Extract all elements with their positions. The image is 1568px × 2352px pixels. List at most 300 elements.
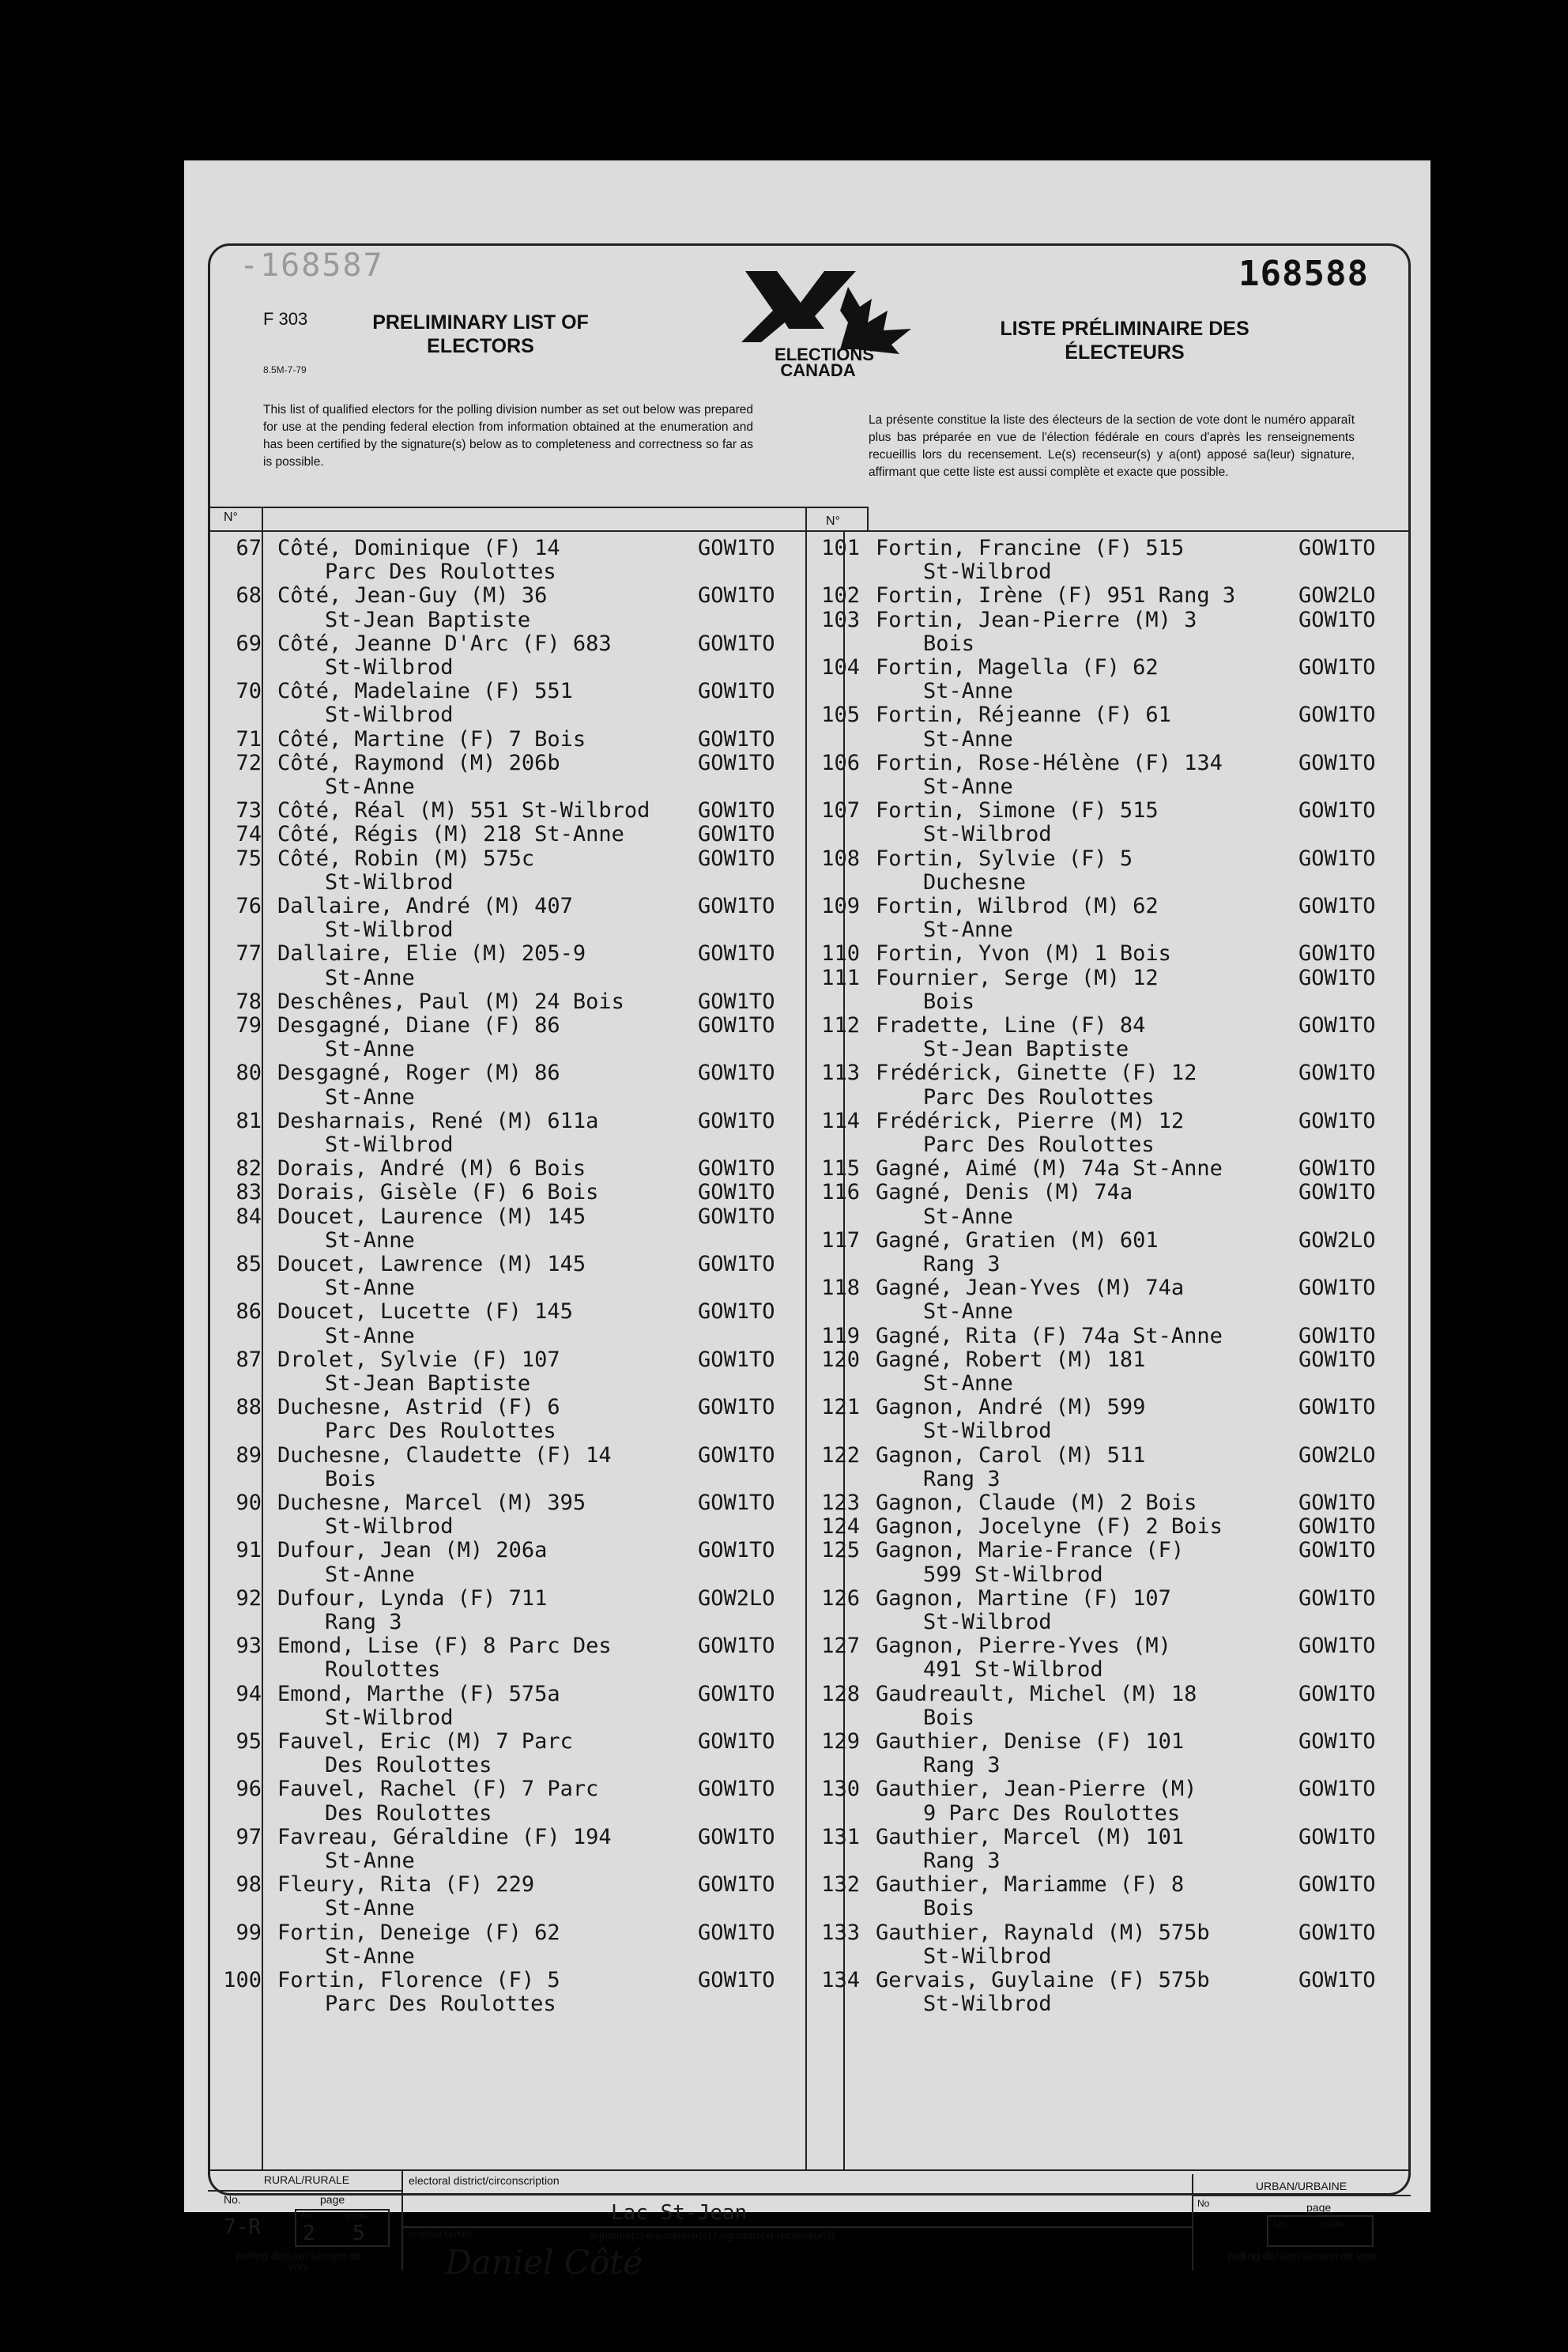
polling-division-label-left: polling division section de vote (236, 2249, 362, 2273)
elector-name: Dorais, Gisèle (F) 6 Bois (277, 1180, 599, 1205)
elector-row (206, 1634, 808, 1657)
elector-row (206, 846, 808, 870)
elector-address-continued: St-Wilbrod (923, 560, 1052, 585)
postal-code: GOW1TO (698, 894, 775, 918)
postal-code: GOW1TO (698, 1491, 775, 1515)
postal-code: GOW1TO (698, 1920, 775, 1945)
elector-row (206, 989, 808, 1013)
elector-number: 115 (821, 1156, 860, 1182)
elector-number: 69 (236, 631, 262, 656)
postal-code: GOW1TO (698, 750, 775, 775)
serial-number-ghost: -168587 (239, 247, 384, 284)
elector-name: Gagnon, Martine (F) 107 (876, 1585, 1171, 1611)
elector-name: Fortin, Florence (F) 5 (277, 1968, 560, 1992)
elector-name: Frédérick, Pierre (M) 12 (876, 1108, 1185, 1133)
elector-number: 93 (236, 1634, 262, 1659)
elector-number: 89 (236, 1442, 262, 1468)
elector-row (206, 1109, 808, 1133)
elector-number: 124 (821, 1514, 860, 1540)
elector-row (805, 1395, 1409, 1419)
page-of-label: of/de (346, 2211, 368, 2222)
elector-number: 108 (821, 846, 860, 871)
elector-row (206, 1729, 808, 1753)
elector-address-continued: St-Anne (923, 1371, 1013, 1396)
elections-canada-logo (729, 267, 919, 378)
elector-name: Emond, Marthe (F) 575a (277, 1681, 560, 1706)
elector-number: 130 (821, 1777, 860, 1802)
elector-number: 123 (821, 1491, 860, 1515)
elector-name: Fleury, Rita (F) 229 (277, 1872, 535, 1898)
elector-row (805, 1491, 1409, 1514)
elector-name: Dallaire, André (M) 407 (277, 894, 573, 918)
postal-code: GOW1TO (1298, 1514, 1376, 1540)
postal-code: GOW1TO (698, 726, 775, 752)
elector-name: Fortin, Irène (F) 951 Rang 3 (876, 583, 1236, 609)
postal-code: GOW1TO (698, 1204, 775, 1229)
elector-row (206, 1538, 808, 1562)
elector-number: 68 (236, 583, 262, 609)
postal-code: GOW1TO (1298, 1585, 1376, 1611)
postal-code: GOW1TO (1298, 894, 1376, 918)
elector-row (805, 1443, 1409, 1467)
elector-row (805, 536, 1409, 560)
elector-number: 131 (821, 1824, 860, 1849)
polling-division-label-right: polling division section de vote (1227, 2249, 1378, 2262)
form-number: F 303 (263, 309, 308, 329)
elector-row (805, 941, 1409, 965)
elector-row (805, 1586, 1409, 1610)
elector-row (805, 1682, 1409, 1706)
elector-row (805, 1920, 1409, 1944)
postal-code: GOW1TO (1298, 1491, 1376, 1515)
postal-code: GOW1TO (1298, 1013, 1376, 1038)
elector-address-continued: St-Wilbrod (923, 1610, 1052, 1634)
footer-urban-rule (1192, 2195, 1411, 2196)
elector-name: Desharnais, René (M) 611a (277, 1108, 599, 1133)
postal-code: GOW1TO (698, 1634, 775, 1659)
elector-name: Côté, Jeanne D'Arc (F) 683 (277, 631, 612, 656)
elector-address-continued: St-Anne (325, 775, 415, 799)
elector-address-continued: St-Wilbrod (923, 822, 1052, 847)
elector-number: 113 (821, 1061, 860, 1086)
elector-address-continued: St-Anne (923, 918, 1013, 943)
elector-number: 126 (821, 1585, 860, 1611)
elector-name: Côté, Martine (F) 7 Bois (277, 726, 586, 752)
elector-number: 109 (821, 894, 860, 918)
postal-code: GOW1TO (1298, 703, 1376, 728)
postal-code: GOW1TO (698, 798, 775, 824)
postal-code: GOW2LO (1298, 583, 1376, 609)
elector-name: Côté, Dominique (F) 14 (277, 536, 560, 560)
postal-code: GOW1TO (698, 846, 775, 871)
elector-name: Fournier, Serge (M) 12 (876, 965, 1159, 990)
elector-name: Gagnon, Jocelyne (F) 2 Bois (876, 1514, 1223, 1540)
elector-row (805, 1634, 1409, 1657)
elector-row (805, 751, 1409, 775)
no-label: No. (224, 2193, 241, 2206)
elector-row (206, 1013, 808, 1037)
elector-address-continued: St-Anne (923, 775, 1013, 799)
elector-address-continued: St-Jean Baptiste (325, 1371, 531, 1396)
elector-number: 120 (821, 1347, 860, 1372)
document-sheet (184, 160, 1430, 2282)
elector-row (206, 1180, 808, 1204)
postal-code: GOW1TO (1298, 965, 1376, 990)
elector-number: 132 (821, 1872, 860, 1898)
elector-row (206, 1872, 808, 1896)
elector-number: 78 (236, 989, 262, 1014)
postal-code: GOW1TO (1298, 1156, 1376, 1182)
district-rule (401, 2226, 1192, 2228)
serial-number: 168588 (1238, 254, 1369, 294)
elector-address-continued: Rang 3 (325, 1610, 402, 1634)
postal-code: GOW1TO (1298, 1777, 1376, 1802)
elector-number: 118 (821, 1276, 860, 1301)
elector-address-continued: St-Anne (325, 1896, 415, 1921)
postal-code: GOW1TO (1298, 1395, 1376, 1420)
table-header-top-rule (208, 507, 820, 508)
postal-code: GOW2LO (1298, 1442, 1376, 1468)
elector-number: 119 (821, 1323, 860, 1348)
elector-row (805, 1538, 1409, 1562)
elector-name: Fortin, Sylvie (F) 5 (876, 846, 1133, 871)
elector-row (206, 1586, 808, 1610)
postal-code: GOW1TO (698, 1395, 775, 1420)
elector-name: Gauthier, Denise (F) 101 (876, 1729, 1185, 1754)
title-french: LISTE PRÉLIMINAIRE DES ÉLECTEURS (1000, 318, 1250, 364)
elector-number: 95 (236, 1729, 262, 1754)
elector-number: 101 (821, 536, 860, 560)
elector-address-continued: Parc Des Roulottes (325, 1992, 556, 2017)
postal-code: GOW1TO (698, 536, 775, 560)
elector-number: 116 (821, 1180, 860, 1205)
elector-address-continued: St-Anne (923, 1299, 1013, 1325)
right-number-header: N° (826, 514, 840, 528)
elector-row (805, 1777, 1409, 1800)
elector-name: Doucet, Laurence (M) 145 (277, 1204, 586, 1229)
elector-number: 83 (236, 1180, 262, 1205)
postal-code: GOW1TO (1298, 1347, 1376, 1372)
elector-name: Dallaire, Elie (M) 205-9 (277, 941, 586, 967)
urban-page-no-label: No (1273, 2218, 1286, 2230)
elector-number: 71 (236, 726, 262, 752)
elector-name: Gagné, Jean-Yves (M) 74a (876, 1276, 1185, 1301)
elector-name: Fauvel, Eric (M) 7 Parc (277, 1729, 573, 1754)
postal-code: GOW2LO (698, 1585, 775, 1611)
elector-number: 76 (236, 894, 262, 918)
postal-code: GOW1TO (1298, 846, 1376, 871)
postal-code: GOW1TO (1298, 1180, 1376, 1205)
elector-name: Dorais, André (M) 6 Bois (277, 1156, 586, 1182)
postal-code: GOW1TO (1298, 1323, 1376, 1348)
enumerator-signature: Daniel Côté (445, 2243, 643, 2282)
elector-row (206, 1204, 808, 1228)
elector-address-continued: Parc Des Roulottes (923, 1133, 1155, 1157)
elector-number: 70 (236, 679, 262, 704)
elector-row (206, 631, 808, 655)
postal-code: GOW1TO (698, 1252, 775, 1276)
elector-row (805, 1156, 1409, 1180)
elector-number: 129 (821, 1729, 860, 1754)
elector-address-continued: St-Wilbrod (923, 1992, 1052, 2017)
elector-number: 96 (236, 1777, 262, 1802)
postal-code: GOW1TO (698, 1872, 775, 1898)
postal-code: GOW2LO (1298, 1227, 1376, 1253)
elector-number: 87 (236, 1347, 262, 1372)
elector-name: Fortin, Yvon (M) 1 Bois (876, 941, 1171, 967)
elector-address-continued: St-Wilbrod (923, 1419, 1052, 1444)
elector-address-continued: St-Jean Baptiste (325, 607, 531, 632)
elector-address-continued: 9 Parc Des Roulottes (923, 1800, 1181, 1826)
right-header-box (805, 507, 869, 532)
elector-name: Gauthier, Marcel (M) 101 (876, 1824, 1185, 1849)
elector-row (805, 798, 1409, 822)
elector-row (805, 1514, 1409, 1538)
elector-number: 134 (821, 1968, 860, 1992)
elector-row (206, 1920, 808, 1944)
elector-name: Dufour, Jean (M) 206a (277, 1538, 548, 1563)
elector-row (805, 1348, 1409, 1371)
elector-address-continued: Parc Des Roulottes (923, 1084, 1155, 1110)
elector-row (206, 1491, 808, 1514)
elector-number: 94 (236, 1681, 262, 1706)
elector-row (805, 655, 1409, 679)
elector-name: Fortin, Rose-Hélène (F) 134 (876, 750, 1223, 775)
elector-row (206, 1443, 808, 1467)
elector-address-continued: Roulottes (325, 1657, 441, 1683)
elector-name: Gaudreault, Michel (M) 18 (876, 1681, 1197, 1706)
elector-address-continued: Des Roulottes (325, 1753, 492, 1778)
elector-number: 125 (821, 1538, 860, 1563)
elector-name: Fortin, Magella (F) 62 (876, 655, 1159, 680)
postal-code: GOW1TO (698, 1013, 775, 1038)
postal-code: GOW1TO (698, 1061, 775, 1086)
elector-number: 128 (821, 1681, 860, 1706)
postal-code: GOW1TO (1298, 1108, 1376, 1133)
elector-name: Gagné, Robert (M) 181 (876, 1347, 1146, 1372)
elector-name: Gagnon, Marie-France (F) (876, 1538, 1185, 1563)
footer-rural-rule (208, 2190, 401, 2192)
elector-address-continued: Rang 3 (923, 1753, 1001, 1778)
elector-number: 91 (236, 1538, 262, 1563)
elector-name: Gagnon, Claude (M) 2 Bois (876, 1491, 1197, 1515)
postal-code: GOW1TO (698, 1729, 775, 1754)
postal-code: GOW1TO (1298, 1824, 1376, 1849)
elector-row (805, 703, 1409, 726)
postal-code: GOW1TO (1298, 941, 1376, 967)
postal-code: GOW1TO (1298, 1634, 1376, 1659)
elector-name: Gagné, Denis (M) 74a (876, 1180, 1133, 1205)
elector-name: Côté, Robin (M) 575c (277, 846, 535, 871)
elector-row (206, 1299, 808, 1323)
elector-address-continued: St-Anne (325, 1227, 415, 1253)
elector-row (206, 822, 808, 846)
svg-text:ELECTIONS: ELECTIONS (775, 345, 874, 364)
elector-address-continued: Rang 3 (923, 1466, 1001, 1491)
elector-name: Drolet, Sylvie (F) 107 (277, 1347, 560, 1372)
elector-row (805, 1729, 1409, 1753)
elector-address-continued: St-Wilbrod (325, 1133, 454, 1157)
elector-number: 90 (236, 1491, 262, 1515)
elector-address-continued: Parc Des Roulottes (325, 560, 556, 585)
postal-code: GOW1TO (698, 1681, 775, 1706)
page-number: 2 (303, 2222, 315, 2245)
elector-address-continued: Bois (923, 989, 975, 1014)
elector-name: Gagné, Aimé (M) 74a St-Anne (876, 1156, 1223, 1182)
elector-row (206, 536, 808, 560)
elector-number: 88 (236, 1395, 262, 1420)
elector-name: Fortin, Francine (F) 515 (876, 536, 1185, 560)
postal-code: GOW1TO (1298, 1681, 1376, 1706)
postal-code: GOW1TO (698, 941, 775, 967)
electoral-district: Lac St-Jean (611, 2201, 748, 2225)
elector-name: Doucet, Lawrence (M) 145 (277, 1252, 586, 1276)
elector-number: 110 (821, 941, 860, 967)
postal-code: GOW1TO (1298, 750, 1376, 775)
page-no-label: No (301, 2211, 314, 2222)
postal-code: GOW1TO (1298, 1538, 1376, 1563)
elector-name: Frédérick, Ginette (F) 12 (876, 1061, 1197, 1086)
postal-code: GOW1TO (1298, 1276, 1376, 1301)
urban-no-label: No (1197, 2198, 1210, 2209)
elector-address-continued: St-Wilbrod (923, 1943, 1052, 1969)
elector-address-continued: St-Jean Baptiste (923, 1037, 1129, 1062)
elector-name: Fauvel, Rachel (F) 7 Parc (277, 1777, 599, 1802)
elector-name: Gagné, Rita (F) 74a St-Anne (876, 1323, 1223, 1348)
elector-name: Gauthier, Jean-Pierre (M) (876, 1777, 1197, 1802)
elector-name: Desgagné, Diane (F) 86 (277, 1013, 560, 1038)
postal-code: GOW1TO (698, 1347, 775, 1372)
elector-name: Fortin, Simone (F) 515 (876, 798, 1159, 824)
postal-code: GOW1TO (1298, 1920, 1376, 1945)
elector-name: Fortin, Deneige (F) 62 (277, 1920, 560, 1945)
elector-number: 82 (236, 1156, 262, 1182)
district-label: electoral district/circonscription (409, 2174, 560, 2187)
elector-address-continued: Bois (923, 1896, 975, 1921)
elector-name: Fortin, Réjeanne (F) 61 (876, 703, 1171, 728)
elector-row (805, 1013, 1409, 1037)
elector-number: 79 (236, 1013, 262, 1038)
title-english: PRELIMINARY LIST OF ELECTORS (372, 311, 589, 357)
elector-number: 74 (236, 822, 262, 847)
elector-name: Gauthier, Raynald (M) 575b (876, 1920, 1210, 1945)
elector-name: Duchesne, Claudette (F) 14 (277, 1442, 612, 1468)
elector-address-continued: St-Wilbrod (325, 655, 454, 680)
postal-code: GOW1TO (698, 1968, 775, 1992)
elector-name: Fortin, Wilbrod (M) 62 (876, 894, 1159, 918)
elector-address-continued: St-Anne (923, 679, 1013, 704)
elector-row (206, 1968, 808, 1992)
postal-code: GOW1TO (698, 1156, 775, 1182)
elector-row (805, 846, 1409, 870)
elector-name: Deschênes, Paul (M) 24 Bois (277, 989, 624, 1014)
elector-row (206, 679, 808, 703)
postal-code: GOW1TO (1298, 1872, 1376, 1898)
elector-number: 106 (821, 750, 860, 775)
elector-row (805, 1061, 1409, 1084)
elector-name: Gagnon, Carol (M) 511 (876, 1442, 1146, 1468)
postal-code: GOW1TO (698, 679, 775, 704)
postal-code: GOW1TO (698, 1180, 775, 1205)
elector-row (805, 608, 1409, 631)
intro-english: This list of qualified electors for the polling division number as set out below was prepared for use at the pending federal election from information obtained at the enumeration and has been certified by the signature(s) below as to completeness and correctness so far as is possible. (263, 403, 753, 469)
intro-french: La présente constitue la liste des électeurs de la section de vote dont le numéro apparaît plus bas préparée en vue de l'élection fédérale en cours d'après les renseignements recueillis lors du recensement. Le(s) recenseur(s) y a(ont) apposé sa(leur) signature, affirmant que cette liste est aussi complète et exacte que possible. (869, 413, 1355, 479)
postal-code: GOW1TO (698, 822, 775, 847)
elector-name: Gervais, Guylaine (F) 575b (876, 1968, 1210, 1992)
elector-number: 111 (821, 965, 860, 990)
elector-address-continued: St-Anne (325, 1849, 415, 1873)
elector-row (206, 1395, 808, 1419)
elector-name: Doucet, Lucette (F) 145 (277, 1299, 573, 1325)
form-code: 8.5M-7-79 (263, 364, 307, 375)
elector-address-continued: Rang 3 (923, 1849, 1001, 1873)
poll-number: 7-R (224, 2215, 261, 2239)
elector-row (206, 1348, 808, 1371)
elector-row (206, 751, 808, 775)
elector-address-continued: St-Anne (923, 726, 1013, 752)
elector-address-continued: St-Anne (325, 1943, 415, 1969)
elector-name: Duchesne, Marcel (M) 395 (277, 1491, 586, 1515)
elector-row (206, 1682, 808, 1706)
postal-code: GOW1TO (698, 1538, 775, 1563)
elector-number: 112 (821, 1013, 860, 1038)
elector-number: 84 (236, 1204, 262, 1229)
elector-number: 105 (821, 703, 860, 728)
postal-code: GOW1TO (1298, 607, 1376, 632)
certified-label: certified certifié (409, 2229, 473, 2240)
elector-number: 103 (821, 607, 860, 632)
postal-code: GOW1TO (698, 1299, 775, 1325)
postal-code: GOW1TO (698, 1824, 775, 1849)
elector-address-continued: Parc Des Roulottes (325, 1419, 556, 1444)
postal-code: GOW1TO (1298, 798, 1376, 824)
elector-address-continued: St-Anne (325, 1276, 415, 1301)
page-total: 5 (352, 2222, 365, 2245)
page-label: page (320, 2193, 345, 2206)
svg-text:CANADA: CANADA (780, 360, 856, 378)
rural-label: RURAL/RURALE (263, 2173, 350, 2186)
elector-number: 99 (236, 1920, 262, 1945)
elector-address-continued: St-Anne (325, 965, 415, 990)
elector-number: 86 (236, 1299, 262, 1325)
elector-address-continued: St-Anne (325, 1562, 415, 1587)
elector-number: 72 (236, 750, 262, 775)
postal-code: GOW1TO (1298, 1729, 1376, 1754)
postal-code: GOW1TO (1298, 655, 1376, 680)
elector-address-continued: St-Anne (325, 1037, 415, 1062)
elector-name: Dufour, Lynda (F) 711 (277, 1585, 548, 1611)
elector-name: Desgagné, Roger (M) 86 (277, 1061, 560, 1086)
elector-name: Favreau, Géraldine (F) 194 (277, 1824, 612, 1849)
elector-row (206, 798, 808, 822)
elector-address-continued: St-Anne (923, 1204, 1013, 1229)
elector-number: 97 (236, 1824, 262, 1849)
elector-number: 100 (223, 1968, 262, 1992)
elector-number: 107 (821, 798, 860, 824)
elector-number: 92 (236, 1585, 262, 1611)
elector-row (805, 1180, 1409, 1204)
postal-code: GOW1TO (698, 989, 775, 1014)
elector-number: 133 (821, 1920, 860, 1945)
left-number-header: N° (224, 511, 238, 524)
elector-row (805, 1228, 1409, 1252)
elector-number: 122 (821, 1442, 860, 1468)
elector-address-continued: Rang 3 (923, 1252, 1001, 1276)
elector-number: 67 (236, 536, 262, 560)
elector-address-continued: Duchesne (923, 869, 1027, 895)
urban-page-label: page (1306, 2201, 1332, 2214)
postal-code: GOW1TO (698, 1108, 775, 1133)
